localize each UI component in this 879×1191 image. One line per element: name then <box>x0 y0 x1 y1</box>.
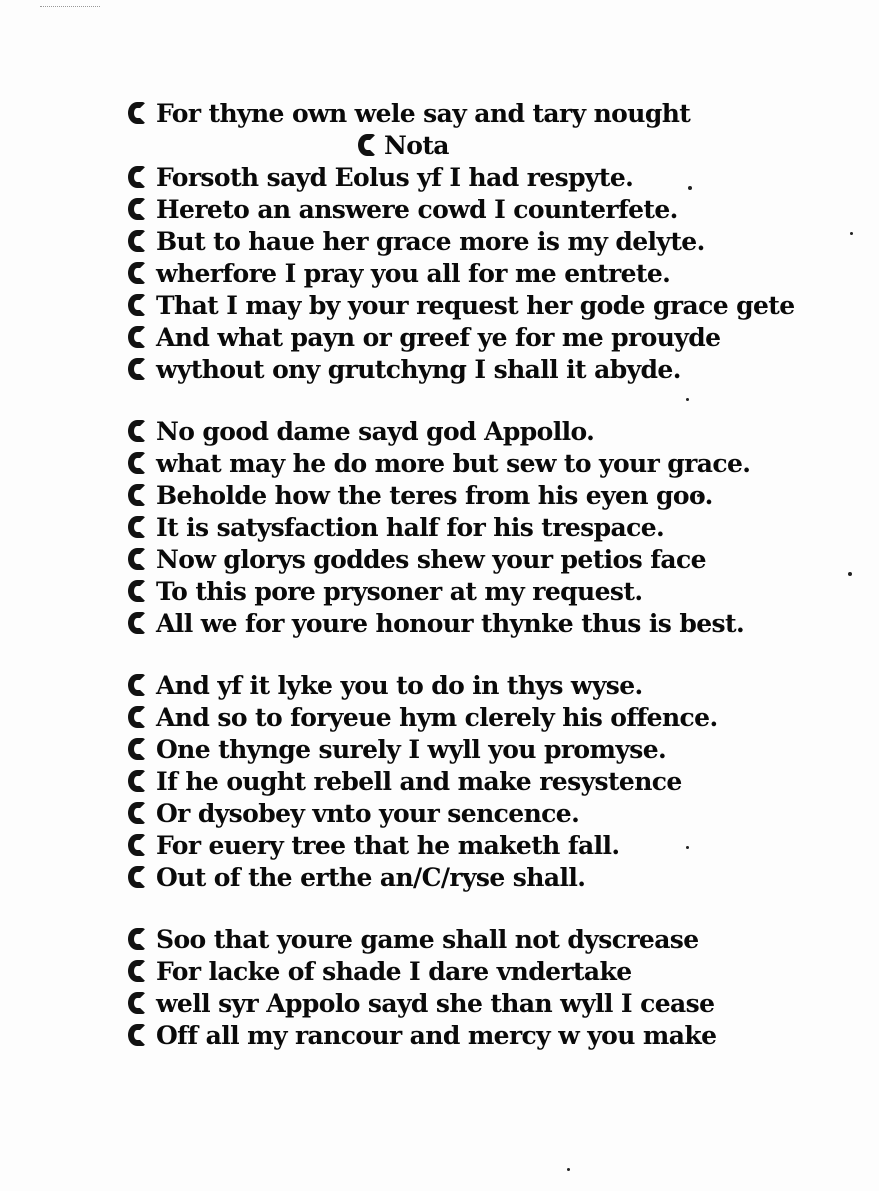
verse-line <box>126 862 726 894</box>
verse-line-text: wherfore I pray you all for me entrete. <box>156 259 671 288</box>
pilcrow-icon <box>126 165 148 191</box>
poem-text-block <box>126 98 795 1052</box>
verse-line <box>126 924 726 956</box>
verse-line <box>126 354 726 386</box>
pilcrow-icon <box>126 515 148 541</box>
pilcrow-icon <box>356 133 378 159</box>
pilcrow-icon <box>126 705 148 731</box>
verse-line-text: If he ought rebell and make resystence <box>156 767 682 796</box>
verse-line <box>126 766 726 798</box>
verse-line-text: To this pore prysoner at my request. <box>156 577 643 606</box>
verse-line-text: And so to foryeue hym clerely his offence. <box>156 703 718 732</box>
pilcrow-icon <box>126 451 148 477</box>
verse-line <box>126 416 726 448</box>
verse-line-text: Out of the erthe an/C/ryse shall. <box>156 863 586 892</box>
verse-line-text: All we for youre honour thynke thus is best. <box>156 609 745 638</box>
pilcrow-icon <box>126 833 148 859</box>
verse-line <box>126 162 726 194</box>
verse-line-text: But to haue her grace more is my delyte. <box>156 227 705 256</box>
verse-line <box>126 194 726 226</box>
nota-heading <box>126 130 726 162</box>
verse-line <box>126 480 726 512</box>
pilcrow-icon <box>126 357 148 383</box>
verse-line-text: And yf it lyke you to do in thys wyse. <box>156 671 643 700</box>
verse-line <box>126 1020 726 1052</box>
verse-line-text: what may he do more but sew to your grace. <box>156 449 751 478</box>
verse-line <box>126 322 726 354</box>
verse-line <box>126 670 726 702</box>
verse-line-text: It is satysfaction half for his trespace. <box>156 513 665 542</box>
verse-line <box>126 448 751 480</box>
verse-line <box>126 258 726 290</box>
pilcrow-icon <box>126 293 148 319</box>
verse-line <box>126 98 726 130</box>
verse-line-text: And what payn or greef ye for me prouyde <box>156 323 721 352</box>
pilcrow-icon <box>126 579 148 605</box>
pilcrow-icon <box>126 547 148 573</box>
pilcrow-icon <box>126 927 148 953</box>
verse-line-text: One thynge surely I wyll you promyse. <box>156 735 667 764</box>
verse-line-text: Nota <box>384 131 449 160</box>
stanza <box>126 416 751 640</box>
top-edge-rule <box>40 6 100 7</box>
verse-line-text: No good dame sayd god Appollo. <box>156 417 595 446</box>
stanza <box>126 670 726 894</box>
pilcrow-icon <box>126 419 148 445</box>
pilcrow-icon <box>126 991 148 1017</box>
verse-line <box>126 830 726 862</box>
verse-line <box>126 608 745 640</box>
verse-line <box>126 988 726 1020</box>
ink-speck <box>848 572 852 576</box>
verse-line <box>126 290 795 322</box>
pilcrow-icon <box>126 197 148 223</box>
verse-line <box>126 512 726 544</box>
pilcrow-icon <box>126 611 148 637</box>
pilcrow-icon <box>126 483 148 509</box>
verse-line-text: Forsoth sayd Eolus yf I had respyte. <box>156 163 634 192</box>
pilcrow-icon <box>126 769 148 795</box>
verse-line-text: For euery tree that he maketh fall. <box>156 831 620 860</box>
pilcrow-icon <box>126 1023 148 1049</box>
pilcrow-icon <box>126 801 148 827</box>
pilcrow-icon <box>126 261 148 287</box>
verse-line-text: For lacke of shade I dare vndertake <box>156 957 632 986</box>
stanza <box>126 98 795 386</box>
verse-line-text: Hereto an answere cowd I counterfete. <box>156 195 678 224</box>
pilcrow-icon <box>126 737 148 763</box>
pilcrow-icon <box>126 959 148 985</box>
verse-line-text: For thyne own wele say and tary nought <box>156 99 691 128</box>
ink-speck <box>567 1168 570 1171</box>
verse-line <box>126 226 726 258</box>
verse-line-text: Beholde how the teres from his eyen goo. <box>156 481 713 510</box>
verse-line <box>126 576 726 608</box>
verse-line-text: Or dysobey vnto your sencence. <box>156 799 580 828</box>
verse-line-text: Soo that youre game shall not dyscrease <box>156 925 699 954</box>
verse-line <box>126 798 726 830</box>
verse-line-text: well syr Appolo sayd she than wyll I cease <box>156 989 715 1018</box>
verse-line-text: Now glorys goddes shew your petios face <box>156 545 706 574</box>
pilcrow-icon <box>126 325 148 351</box>
verse-line <box>126 702 726 734</box>
ink-speck <box>850 232 853 235</box>
verse-line <box>126 734 726 766</box>
verse-line <box>126 544 726 576</box>
verse-line-text: Off all my rancour and mercy w you make <box>156 1021 717 1050</box>
verse-line-text: That I may by your request her gode grace gete <box>156 291 795 320</box>
verse-line <box>126 956 726 988</box>
stanza <box>126 924 726 1052</box>
pilcrow-icon <box>126 229 148 255</box>
verse-line-text: wythout ony grutchyng I shall it abyde. <box>156 355 681 384</box>
pilcrow-icon <box>126 673 148 699</box>
pilcrow-icon <box>126 101 148 127</box>
pilcrow-icon <box>126 865 148 891</box>
